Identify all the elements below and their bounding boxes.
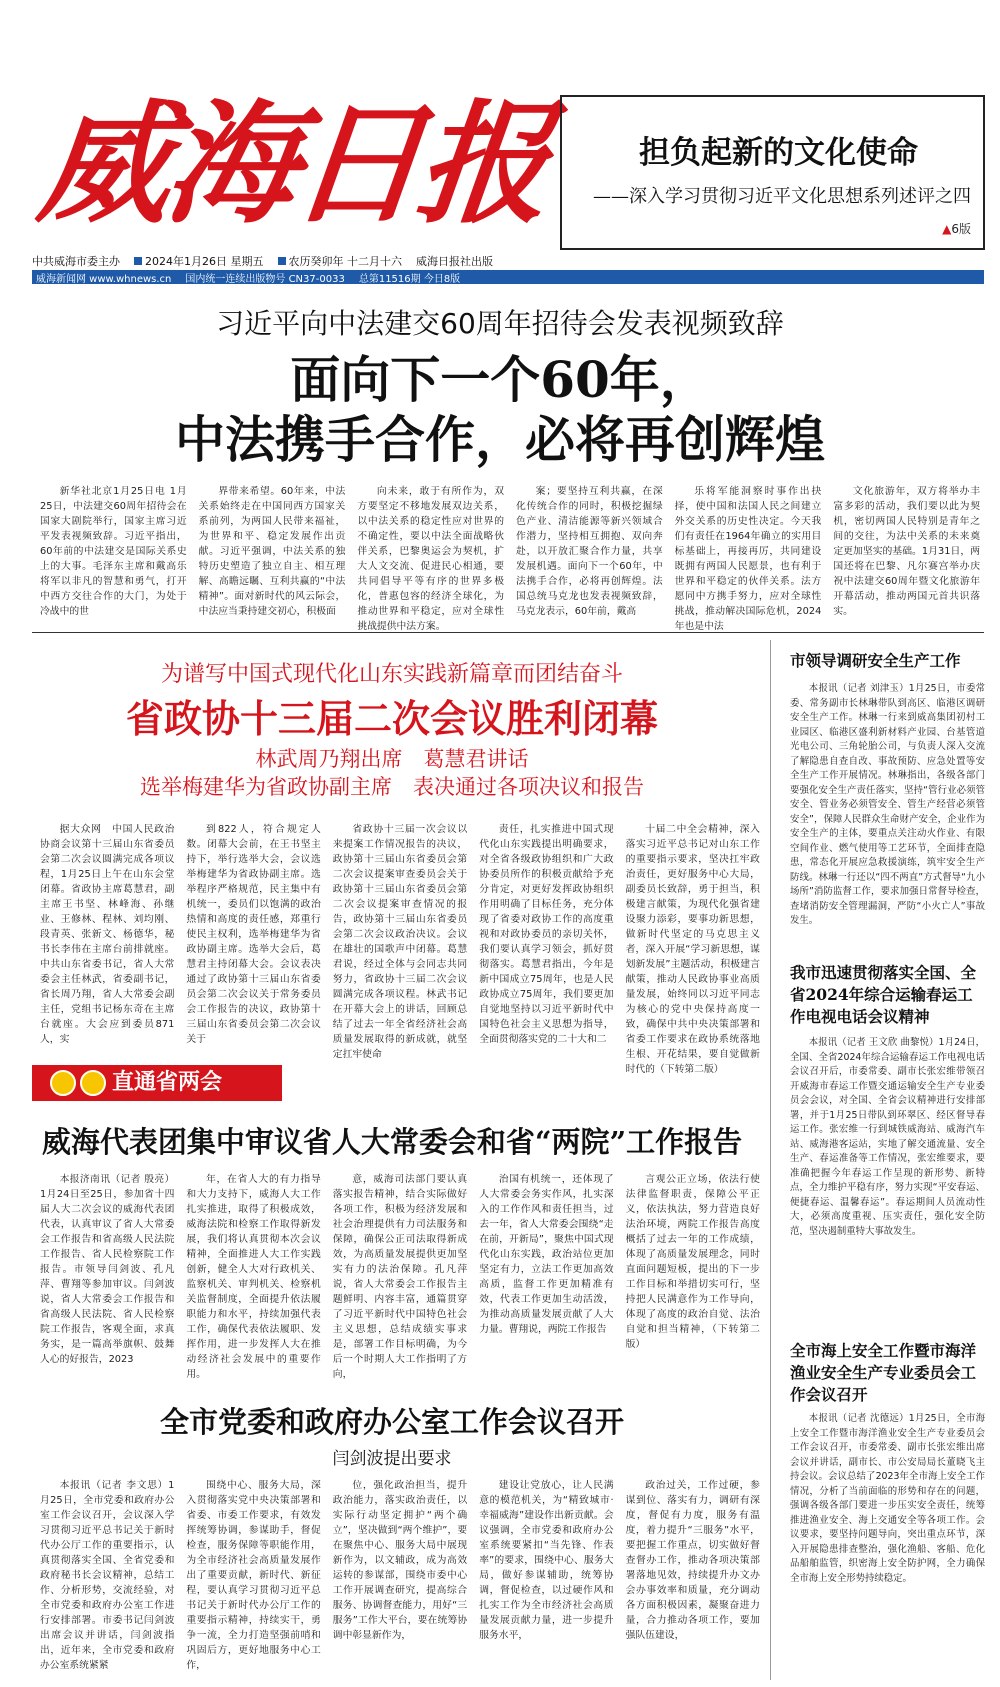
- sidebar-headline[interactable]: 市领导调研安全生产工作: [790, 651, 961, 670]
- article-column: 本报济南讯（记者 殷亮）1月24日至25日，参加省十四届人大二次会议的威海代表团代表，认真审议了省人大常委会工作报告和省高级人民法院工作报告、省人民检察院工作报告。市领导闫剑波、孔凡萍、曹翔等参加审议。闫剑波说，省人大常委会工作报告和省高级人民法院、省人民检察院工作报告，客观全面，求真务实，是一篇高举旗帜、鼓舞人心的好报告，2023: [40, 1174, 175, 1365]
- article-column: 向未来，敢于有所作为，双方要坚定不移地发展双边关系，以中法关系的稳定性应对世界的不确定性，要以中法全面战略伙伴关系，巴黎奥运会为契机，扩大人文交流、促进民心相通，要共同倡导平等有序的世界多极化，普惠包容的经济全球化，为推动世界和平稳定，应对全球性挑战提供中法方案。: [357, 486, 504, 632]
- article-column: 意，威海司法部门要认真落实报告精神，结合实际做好各项工作，积极为经济发展和社会治理提供有力司法服务和保障，确保公正司法取得新成效，为高质量发展提供更加坚实有力的法治保障。孔凡萍说，省人大常委会工作报告主题鲜明、内容丰富，通篇贯穿了习近平新时代中国特色社会主义思想，总结成绩实事求是，部署工作目标明确，为今后一个时期人大工作指明了方向，: [332, 1174, 468, 1380]
- emblem-icon: [80, 1070, 106, 1096]
- article-column: 政治过关，工作过硬，参谋到位、落实有力，调研有深度，督促有力度，服务有温度，着力提升“三服务”水平，要把握工作重点，切实做好督查督办工作，推动各项决策部署落地见效，持续提升办文办会办事效率和质量，充分调动各方面积极因素，凝聚奋进力量，合力推动各项工作，要加强队伍建设，: [625, 1480, 760, 1641]
- sidebar-article: [790, 1036, 985, 1326]
- section4-headline[interactable]: 全市党委和政府办公室工作会议召开: [159, 1405, 624, 1439]
- column-divider: [770, 640, 771, 1680]
- sidebar-article: [790, 1412, 985, 1680]
- blue-info-bar: [32, 270, 984, 284]
- article-column: 案；要坚持互利共赢，在深化传统合作的同时，积极挖掘绿色产业、清洁能源等新兴领域合作潜力，坚持相互拥抱、双向奔赴，以开放汇聚合作力量，共享发展机遇。面向下一个60年，中法携手合作，必将再创辉煌。法国总统马克龙也发表视频致辞，马克龙表示，60年前，戴高: [516, 486, 663, 617]
- emblem-icon: [50, 1070, 76, 1096]
- issn-text: 国内统一连续出版物号 CN37-0033: [185, 273, 345, 285]
- sidebar-headline[interactable]: 我市迅速贯彻落实全国、全省2024年综合运输春运工作电视电话会议精神: [790, 963, 977, 1026]
- article-column: 言观公正立场，依法行使法律监督职责，保障公平正义，依法执法，努力营造良好法治环境，两院工作报告高度概括了过去一年的工作成绩，体现了高质量发展理念，同时直面问题短板，提出的下一步工作目标和举措切实可行，坚持把人民满意作为工作导向，体现了高度的政治自觉、法治自觉和担当精神，（下转第二版）: [625, 1174, 760, 1350]
- promo-box[interactable]: [560, 95, 985, 250]
- section-divider: [32, 632, 984, 633]
- section4-subhead: 闫剑波提出要求: [332, 1449, 452, 1469]
- article-column: 本报讯（记者 李文思）1月25日，全市党委和政府办公室工作会议召开，会议深入学习贯彻习近平总书记关于新时代办公厅工作的重要指示，认真贯彻落实全国、全省党委和政府秘书长会议精神，总结工作、分析形势，交流经验，对全市党委和政府办公室工作进行安排部署。市委书记闫剑波出席会议并讲话，闫剑波指出，近年来，全市党委和政府办公室系统紧紧: [40, 1480, 175, 1671]
- section2-kicker: 为谱写中国式现代化山东实践新篇章而团结奋斗: [160, 662, 623, 687]
- section3-headline[interactable]: 威海代表团集中审议省人大常委会和省“两院”工作报告: [41, 1125, 743, 1159]
- section2-headline[interactable]: 省政协十三届二次会议胜利闭幕: [125, 696, 658, 741]
- sidebar-article-text: 本报讯（记者 刘津玉）1月25日，市委常委、常务副市长林琳带队到高区、临港区调研安全生产工作。林琳一行来到威高集团初村工业园区、临港区盛利新材料产业园、台基管道光电公司、三角轮胎公司，与负责人深入交流了解隐患自查自改、事故预防、应急处置等安全生产工作开展情况。林琳指出，各级各部门要强化安全生产责任落实，坚持“管行业必须管安全、管业务必须管安全、管生产经营必须管安全”，保障人民群众生命财产安全，企业作为安全生产的主体，要重点关注动火作业、有限空间作业、燃气使用等工艺环节，全面排查隐患，常态化开展应急救援演练，筑牢安全生产防线。林琳一行还以“四不两直”方式督导“九小场所”消防监督工作，要求加强日常督导检查，查堵消防安全管理漏洞，严防“小火亡人”事故发生。: [790, 683, 985, 926]
- promo-subtitle: ——深入学习贯彻习近平文化思想系列述评之四: [593, 186, 971, 207]
- info-item: 威海日报社出版: [416, 255, 493, 268]
- article-column: 据大众网 中国人民政治协商会议第十三届山东省委员会第二次会议圆满完成各项议程，1月25日上午在山东会堂闭幕。省政协主席葛慧君，副主席王书坚、林峰海、孙继业、王修林、程林、刘均刚、段青英、张新文、杨德华，秘书长李伟在主席台前排就座。中共山东省委书记，省人大常委会主任林武，省委副书记，省长周乃翔，省人大常委会副主任，党组书记杨东奇在主席台就座。大会应到委员871人，实: [40, 824, 175, 1045]
- article-column: 新华社北京1月25日电 1月25日，中法建交60周年招待会在国家大剧院举行，国家主席习近平发表视频致辞。习近平指出，60年前的中法建交是国际关系史上的大事。毛泽东主席和戴高乐将军以非凡的智慧和勇气，打开中西方交往合作的大门，为处于冷战中的世: [40, 486, 187, 617]
- section2-article-body: [40, 822, 760, 1075]
- article-column: 乐将军能洞察时事作出抉择，使中国和法国人民之间建立外交关系的历史性决定。今天我们有责任在1964年确立的实用目标基础上，再接再厉，共同建设既拥有两国人民愿景，也有利于世界和平稳定的伙伴关系。法方愿同中方携手努力，应对全球性挑战，推动解决国际危机，2024年也是中法: [674, 486, 822, 632]
- issue-number: 总第11516期 今日8版: [358, 273, 461, 285]
- lead-kicker: 习近平向中法建交60周年招待会发表视频致辞: [216, 307, 784, 340]
- article-column: 文化旅游年，双方将举办丰富多彩的活动，我们要以此为契机，密切两国人民特别是青年之间的交往，为法中关系的未来奠定更加坚实的基础。1月31日，两国还将在巴黎、凡尔赛宫举办庆祝中法建交60周年暨文化旅游年开幕活动，推动两国元首共识落实。: [833, 486, 980, 617]
- sidebar-article-text: 本报讯（记者 沈德远）1月25日，全市海上安全工作暨市海洋渔业安全生产专业委员会工作会议召开，市委常委、副市长张宏维出席会议并讲话，副市长、市公安局局长董晓飞主持会议。会议总结了2023年全市海上安全工作情况，分析了当前面临的形势和存在的问题，强调各级各部门要进一步压实安全责任，统筹推进渔业安全、海上交通安全等各项工作。会议要求，要坚持问题导向，突出重点环节，深入开展隐患排查整治，强化渔船、客船、危化品船舶监管，织密海上安全防护网，全力确保全市海上安全形势持续稳定。: [790, 1413, 985, 1584]
- newspaper-logo: 威海日报: [31, 87, 553, 242]
- promo-page: ▲6版: [942, 222, 971, 236]
- article-column: 位，强化政治担当，提升政治能力，落实政治责任，以实际行动坚定拥护“两个确立”，坚决做到“两个维护”，要在聚焦中心、服务大局中展现新作为，以文辅政，成为高效运转的参谋部，围绕市委中心工作开展调查研究，提高综合服务、协调督查能力，用好“三服务”工作大平台，要在统筹协调中彰显新作为，: [332, 1480, 468, 1641]
- article-column: 界带来希望。60年来，中法关系始终走在中国同西方国家关系前列，为两国人民带来福祉，为世界和平、稳定发展作出贡献。习近平强调，中法关系的独特历史塑造了独立自主、相互理解、高瞻远瞩、互利共赢的“中法精神”。面对新时代的风云际会，中法应当秉持建交初心，积极面: [198, 486, 346, 617]
- article-column: 责任，扎实推进中国式现代化山东实践提出明确要求，对全省各级政协组织和广大政协委员所作的积极贡献给予充分肯定，对更好发挥政协组织作用明确了目标任务，充分体现了省委对政协工作的高度重视和对政协委员的亲切关怀，我们要认真学习领会，抓好贯彻落实。葛慧君指出，今年是新中国成立75周年，也是人民政协成立75周年，我们要更加自觉地坚持以习近平新时代中国特色社会主义思想为指导，全面贯彻落实党的二十大和二: [479, 824, 614, 1045]
- section2-subhead: 林武周乃翔出席 葛慧君讲话: [255, 747, 529, 771]
- article-column: 建设让党放心，让人民满意的模范机关，为“精致城市·幸福威海”建设作出新贡献。会议强调，全市党委和政府办公室系统要紧扣“当先锋、作表率”的要求，围绕中心、服务大局，做好参谋辅助，统筹协调，督促检查，以过硬作风和扎实工作为全市经济社会高质量发展贡献力量，进一步提升服务水平，: [479, 1480, 614, 1641]
- info-item: 中共威海市委主办: [32, 255, 120, 268]
- lead-headline-line: 面向下一个60年，: [290, 350, 710, 409]
- triangle-icon: ▲: [942, 222, 952, 236]
- section2-subheads: [32, 745, 752, 801]
- info-item: 农历癸卯年 十二月十六: [278, 253, 403, 269]
- section4-article-body: [40, 1478, 760, 1678]
- section-banner: 直通省两会: [32, 1065, 282, 1101]
- sidebar-article-text: 本报讯（记者 王文欣 曲黎悦）1月24日，全国、全省2024年综合运输春运工作电视电话会议召开后，市委常委、副市长张宏维带领召开威海市春运工作暨交通运输安全生产专业委员会会议，对全国、全省会议精神进行安排部署，并于1月25日带队到环翠区、经区督导春运工作。张宏维一行到城铁威海站、威海汽车站、威海港客运站，实地了解交通流量、安全生产、春运准备等工作情况，张宏维要求，要准确把握今年春运工作呈现的新形势、新特点，全力维护平稳有序，努力实现“平安春运、便捷春运、温馨春运”。春运期间人员流动性大，必须高度重视、压实责任，强化安全防范，坚决遏制重特大事故发生。: [790, 1037, 985, 1237]
- article-column: 十届二中全会精神，深入落实习近平总书记对山东工作的重要指示要求，坚决扛牢政治责任，更好服务中心大局，副委员长致辞，勇于担当，积极建言献策，为现代化强省建设聚力添彩，要事功新思想，做新时代坚定的马克思主义者，深入开展“学习新思想，谋划新发展”主题活动，积极建言献策，推动人民政协事业高质量发展，始终同以习近平同志为核心的党中央保持高度一致，确保中共中央决策部署和省委工作要求在政协系统落地生根、开花结果，要自觉做新时代的（下转第二版）: [625, 824, 760, 1075]
- info-item: 2024年1月26日 星期五: [134, 253, 264, 269]
- sidebar-headline[interactable]: 全市海上安全工作暨市海洋渔业安全生产专业委员会工作会议召开: [790, 1341, 977, 1404]
- lead-headline-line: 中法携手合作，必将再创辉煌: [175, 410, 825, 469]
- section3-article-body: [40, 1172, 760, 1380]
- article-column: 省政协十三届一次会议以来提案工作情况报告的决议，政协第十三届山东省委员会第二次会议提案审查委员会关于政协第十三届山东省委员会第二次会议提案审查情况的报告，政协第十三届山东省委员会第二次会议政治决议。会议在雄壮的国歌声中闭幕。葛慧君说，经过全体与会同志共同努力，省政协十三届二次会议圆满完成各项议程。林武书记在开幕大会上的讲话，回顾总结了过去一年全省经济社会高质量发展取得的新成就，就坚定扛牢使命: [332, 824, 468, 1060]
- lead-article-body: [40, 484, 980, 632]
- website-link[interactable]: 威海新闻网 www.whnews.cn: [36, 273, 172, 285]
- sidebar-article: [790, 682, 985, 952]
- promo-title: 担负起新的文化使命: [639, 135, 918, 171]
- info-bar: [32, 252, 984, 270]
- article-column: 治国有机统一，还体现了人大常委会务实作风，扎实深入的工作作风和责任担当，过去一年，省人大常委会围绕“走在前，开新局”，聚焦中国式现代化山东实践，政治站位更加坚定有力，立法工作更加高效高质，监督工作更加精准有效，代表工作更加生动活泼，为推动高质量发展贡献了人大力量。曹翔说，两院工作报告: [479, 1174, 614, 1335]
- lead-headline[interactable]: [0, 350, 1000, 470]
- article-column: 围绕中心、服务大局，深入贯彻落实党中央决策部署和省委、市委工作要求，有效发挥统筹协调，参谋助手，督促检查，服务保障等职能作用，为全市经济社会高质量发展作出了重要贡献，新时代、新征程，要认真学习贯彻习近平总书记关于新时代办公厅工作的重要指示精神，持续实干，勇争一流，全力打造坚强前哨和巩固后方，更好地服务中心工作，: [186, 1480, 321, 1671]
- section2-subhead: 选举梅建华为省政协副主席 表决通过各项决议和报告: [140, 775, 644, 799]
- article-column: 到822人，符合规定人数。闭幕大会前，在王书坚主持下，举行选举大会，会议选举梅建华为省政协副主席。选举程序严格规范，民主集中有机统一，委员们以饱满的政治热情和高度的责任感，郑重行使民主权利，选举梅建华为省政协副主席。选举大会后，葛慧君主持闭幕大会。会议表决通过了政协第十三届山东省委员会第二次会议关于常务委员会工作报告的决议，政协第十三届山东省委员会第二次会议关于: [186, 824, 321, 1045]
- article-column: 年，在省人大的有力指导和大力支持下，威海人大工作扎实推进，取得了积极成效，威海法院和检察工作取得新发展，我们将认真贯彻本次会议精神，全面推进人大工作实践创新，健全人大对行政机关、监察机关、审判机关、检察机关监督制度，全面提升依法履职能力和水平，持续加强代表工作，确保代表依法履职、发挥作用，进一步发挥人大在推动经济社会发展中的重要作用。: [186, 1174, 321, 1380]
